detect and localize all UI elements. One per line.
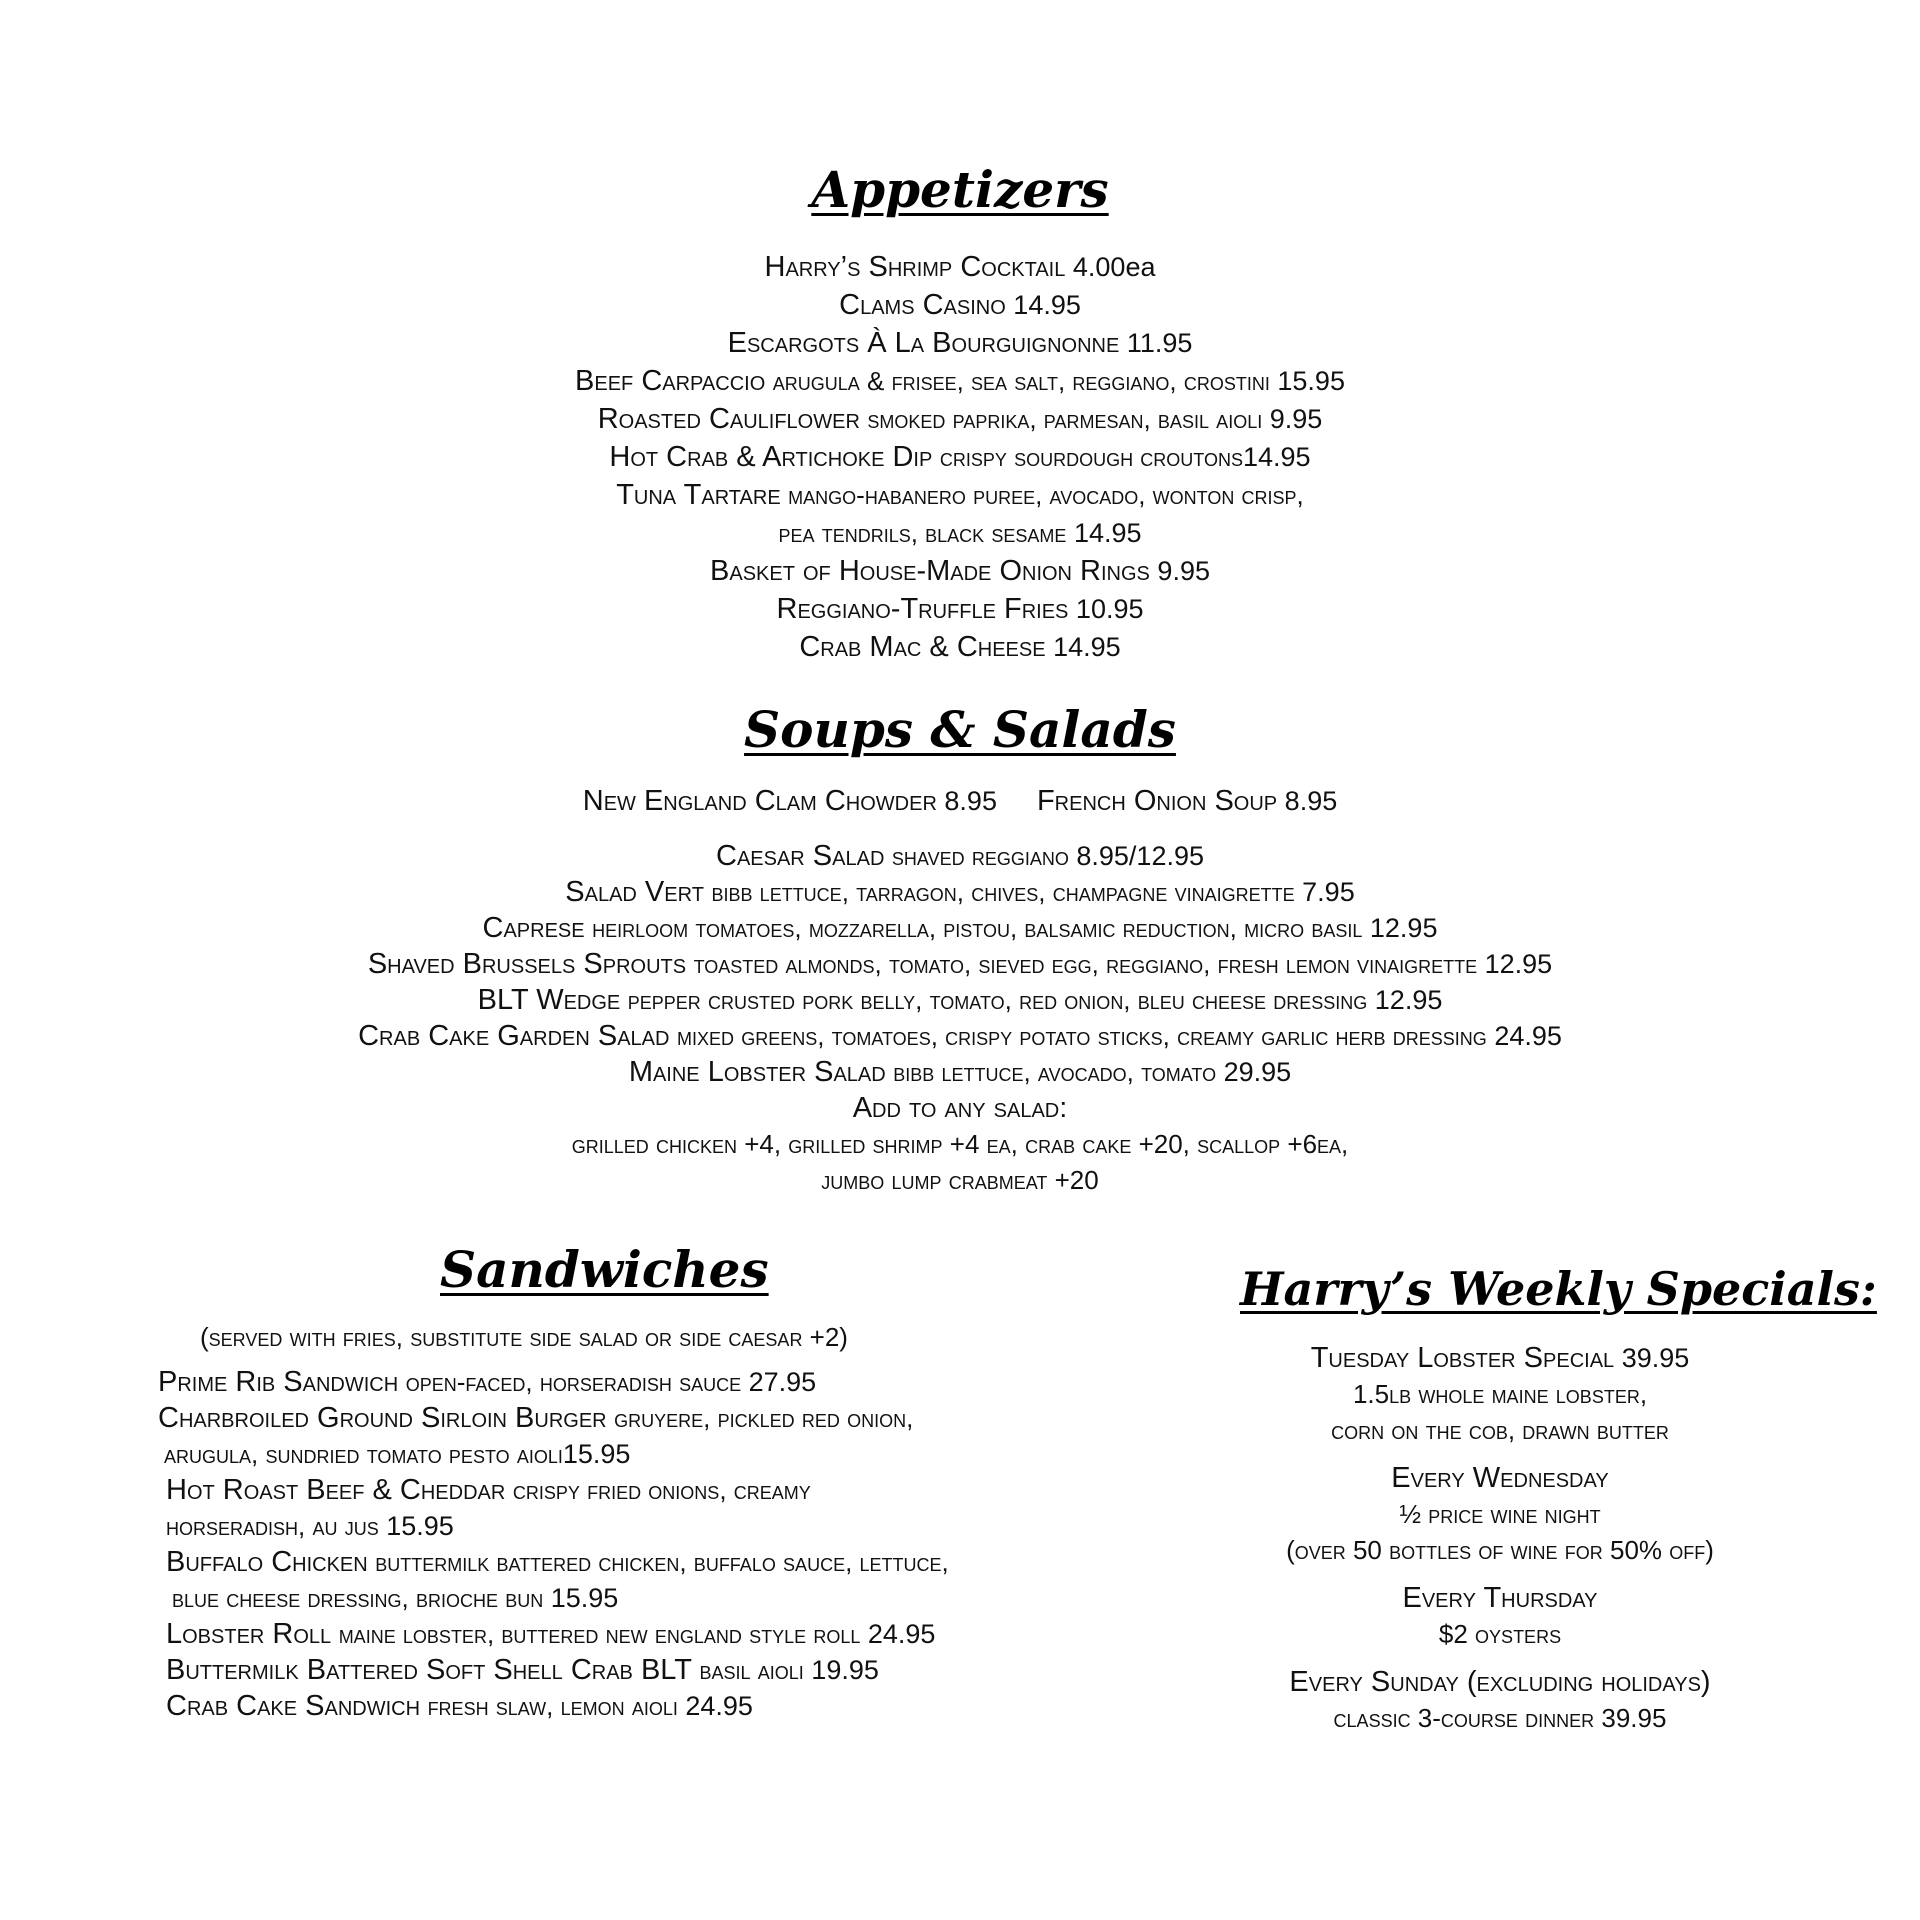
soups-salads-heading: Soups & Salads	[744, 700, 1176, 759]
special-title: Every Wednesday	[1391, 1462, 1609, 1494]
special-group	[1240, 1664, 1760, 1736]
menu-item-continued: horseradish, au jus 15.95	[166, 1511, 454, 1541]
menu-item: Escargots À La Bourguignonne 11.95	[727, 327, 1193, 359]
special-line: (over 50 bottles of wine for 50% off)	[1286, 1535, 1714, 1565]
menu-item: Salad Vert bibb lettuce, tarragon, chives, champagne vinaigrette 7.95	[565, 876, 1355, 908]
menu-item: Crab Cake Garden Salad mixed greens, tomatoes, crispy potato sticks, creamy garlic herb dressing 24.95	[358, 1020, 1562, 1052]
menu-item: Tuna Tartare mango-habanero puree, avocado, wonton crisp,	[616, 479, 1304, 511]
menu-item: Charbroiled Ground Sirloin Burger gruyere, pickled red onion,	[158, 1402, 914, 1434]
menu-item: Caprese heirloom tomatoes, mozzarella, pistou, balsamic reduction, micro basil 12.95	[482, 912, 1438, 944]
menu-item: Buffalo Chicken buttermilk battered chicken, buffalo sauce, lettuce,	[166, 1546, 949, 1578]
menu-item: Beef Carpaccio arugula & frisee, sea salt, reggiano, crostini 15.95	[575, 365, 1345, 397]
menu-item: New England Clam Chowder 8.95	[582, 785, 997, 817]
sandwiches-note: (served with fries, substitute side salad or side caesar +2)	[200, 1322, 848, 1352]
menu-item: Maine Lobster Salad bibb lettuce, avocado, tomato 29.95	[628, 1056, 1292, 1088]
special-group	[1240, 1460, 1760, 1568]
menu-item: Reggiano-Truffle Fries 10.95	[776, 593, 1144, 625]
specials-list	[1240, 1340, 1760, 1736]
special-group	[1240, 1580, 1760, 1652]
special-title: Every Sunday (excluding holidays)	[1289, 1666, 1711, 1698]
soups-row	[0, 782, 1920, 820]
menu-item-continued: pea tendrils, black sesame 14.95	[778, 518, 1142, 548]
menu-item: Hot Roast Beef & Cheddar crispy fried onions, creamy	[166, 1474, 811, 1506]
special-line: corn on the cob, drawn butter	[1331, 1415, 1669, 1445]
menu-item: Hot Crab & Artichoke Dip crispy sourdough croutons14.95	[609, 441, 1311, 473]
special-line: 1.5lb whole maine lobster,	[1352, 1379, 1648, 1409]
special-line: classic 3-course dinner 39.95	[1333, 1703, 1667, 1733]
menu-item: Lobster Roll maine lobster, buttered new england style roll 24.95	[166, 1618, 936, 1650]
menu-item: Shaved Brussels Sprouts toasted almonds, tomato, sieved egg, reggiano, fresh lemon vinaigrette 12.95	[367, 948, 1553, 980]
special-line: ½ price wine night	[1399, 1499, 1601, 1529]
salads-list	[0, 838, 1920, 1198]
menu-item: French Onion Soup 8.95	[1036, 785, 1338, 817]
special-group	[1240, 1340, 1760, 1448]
menu-item: Basket of House-Made Onion Rings 9.95	[710, 555, 1210, 587]
addons-line: grilled chicken +4, grilled shrimp +4 ea, crab cake +20, scallop +6ea,	[571, 1129, 1349, 1159]
menu-item: Harry’s Shrimp Cocktail 4.00ea	[764, 251, 1156, 283]
menu-item: Clams Casino 14.95	[839, 289, 1081, 321]
special-title: Tuesday Lobster Special 39.95	[1310, 1342, 1690, 1374]
menu-item: BLT Wedge pepper crusted pork belly, tomato, red onion, bleu cheese dressing 12.95	[477, 984, 1443, 1016]
menu-item-continued: blue cheese dressing, brioche bun 15.95	[172, 1583, 619, 1613]
menu-item: Prime Rib Sandwich open-faced, horseradish sauce 27.95	[158, 1366, 817, 1398]
addons-line: jumbo lump crabmeat +20	[821, 1165, 1099, 1195]
menu-item: Buttermilk Battered Soft Shell Crab BLT basil aioli 19.95	[166, 1654, 879, 1686]
menu-item-continued: arugula, sundried tomato pesto aioli15.95	[164, 1439, 631, 1469]
menu-item: Crab Cake Sandwich fresh slaw, lemon aioli 24.95	[166, 1690, 753, 1722]
menu-item: Caesar Salad shaved reggiano 8.95/12.95	[716, 840, 1204, 872]
menu-item: Crab Mac & Cheese 14.95	[799, 631, 1121, 663]
appetizers-list	[0, 248, 1920, 666]
special-title: Every Thursday	[1402, 1582, 1598, 1614]
special-line: $2 oysters	[1438, 1619, 1562, 1649]
specials-heading: Harry’s Weekly Specials:	[1240, 1262, 1877, 1316]
menu-item: Roasted Cauliflower smoked paprika, parmesan, basil aioli 9.95	[597, 403, 1323, 435]
sandwiches-heading: Sandwiches	[440, 1240, 769, 1299]
appetizers-heading: Appetizers	[811, 160, 1109, 219]
sandwiches-list	[158, 1364, 1118, 1724]
addons-title: Add to any salad:	[852, 1092, 1068, 1124]
